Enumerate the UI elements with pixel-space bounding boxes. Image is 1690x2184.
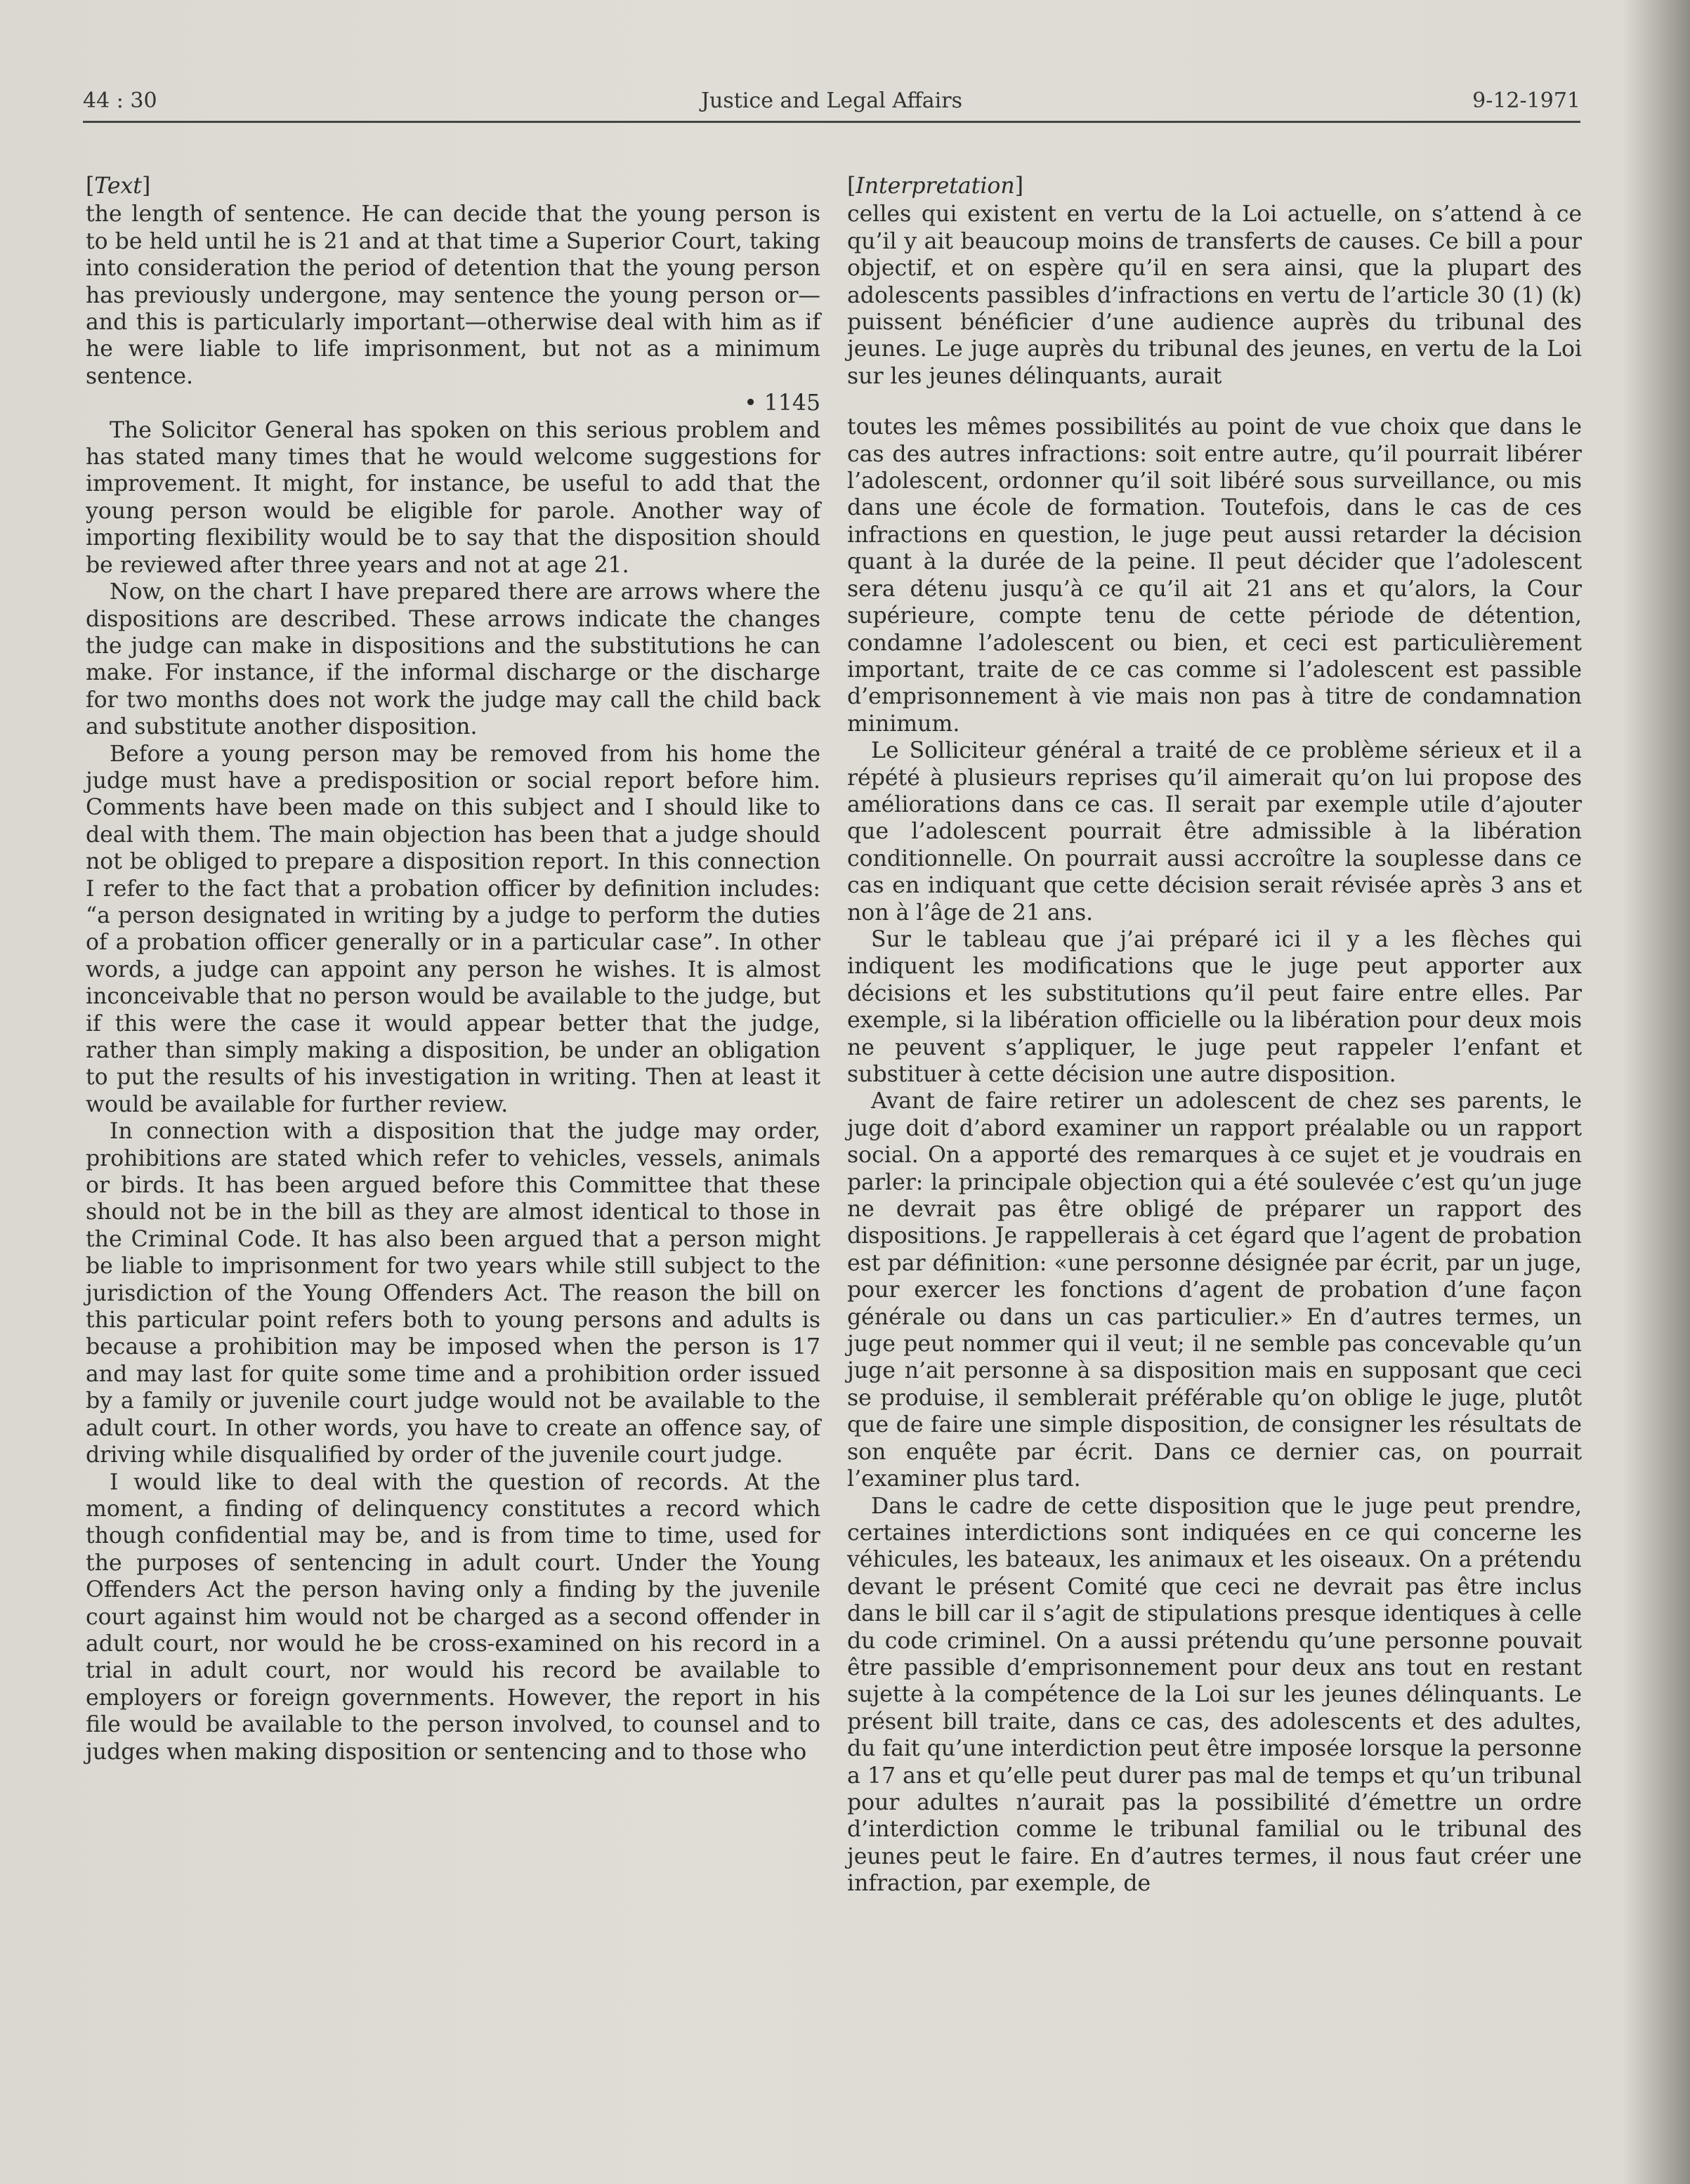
column-label-interpretation: [Interpretation]	[847, 173, 1023, 199]
header-rule	[83, 121, 1580, 123]
french-column	[847, 173, 1582, 1897]
paragraph: Before a young person may be removed from his home the judge must have a predisposition or social report before him. Comments have been made on this subject and I should like to deal with them. The main objection has been that a judge should not be obliged to prepare a disposition report. In this connection I refer to the fact that a probation officer by definition includes: “a person designated in writing by a judge to perform the duties of a probation officer generally or in a particular case”. In other words, a judge can appoint any person he wishes. It is almost inconceivable that no person would be available to the judge, but if this were the case it would appear better that the judge, rather than simply making a disposition, be under an obligation to put the results of his investigation in writing. Then at least it would be available for further review.	[86, 741, 820, 1117]
header-date: 9-12-1971	[1472, 88, 1580, 113]
paragraph: celles qui existent en vertu de la Loi actuelle, on s’attend à ce qu’il y ait beaucoup moins de transferts de causes. Ce bill a pour objectif, et on espère qu’il en sera ainsi, que la plupart des adolescents passibles d’infractions en vertu de l’article 30 (1) (k) puissent bénéficier d’une audience auprès du tribunal des jeunes. Le juge auprès du tribunal des jeunes, en vertu de la Loi sur les jeunes délinquants, aurait	[847, 202, 1582, 389]
paragraph: toutes les mêmes possibilités au point de vue choix que dans le cas des autres infractions: soit entre autre, qu’il pourrait libérer l’adolescent, ordonner qu’il soit libéré sous surveillance, ou mis dans une école de formation. Toutefois, dans le cas de ces infractions en question, le juge peut aussi retarder la décision quant à la durée de la peine. Il peut décider que l’adolescent sera détenu jusqu’à ce qu’il ait 21 ans et qu’alors, la Cour supérieure, compte tenu de cette période de détention, condamne l’adolescent ou bien, et ceci est particulièrement important, traite de ce cas comme si l’adolescent est passible d’emprisonnement à vie mais non pas à titre de condamnation minimum.	[847, 414, 1582, 737]
running-title: Justice and Legal Affairs	[701, 88, 962, 113]
paragraph: the length of sentence. He can decide that the young person is to be held until he is 21 and at that time a Superior Court, taking into consideration the period of detention that the young person has previously undergone, may sentence the young person or—and this is particularly important—otherwise deal with him as if he were liable to life imprisonment, but not as a minimum sentence.	[86, 202, 820, 389]
time-marker: • 1145	[744, 390, 820, 416]
paragraph: Sur le tableau que j’ai préparé ici il y a les flèches qui indiquent les modifications que le juge peut apporter aux décisions et les substitutions qu’il peut faire entre elles. Par exemple, si la libération officielle ou la libération pour deux mois ne peuvent s’appliquer, le juge peut rappeler l’enfant et substituer à cette décision une autre disposition.	[847, 926, 1582, 1087]
spacer	[847, 390, 1582, 414]
paragraph: Now, on the chart I have prepared there are arrows where the dispositions are described. These arrows indicate the changes the judge can make in dispositions and the substitutions he can make. For instance, if the informal discharge or the discharge for two months does not work the judge may call the child back and substitute another disposition.	[86, 579, 820, 740]
page-number: 44 : 30	[83, 88, 157, 113]
paragraph: The Solicitor General has spoken on this serious problem and has stated many times that he would welcome suggestions for improvement. It might, for instance, be useful to add that the young person would be eligible for parole. Another way of importing flexibility would be to say that the disposition should be reviewed after three years and not at age 21.	[86, 417, 820, 578]
paragraph: Avant de faire retirer un adolescent de chez ses parents, le juge doit d’abord examiner un rapport préalable ou un rapport social. On a apporté des remarques à ce sujet et je voudrais en parler: la principale objection qui a été soulevée c’est qu’un juge ne devrait pas être obligé de préparer un rapport des dispositions. Je rappellerais à cet égard que l’agent de probation est par définition: «une personne désignée par écrit, par un juge, pour exercer les fonctions d’agent de probation d’une façon générale ou dans un cas particulier.» En d’autres termes, un juge peut nommer qui il veut; il ne semble pas concevable qu’un juge n’ait personne à sa disposition mais en supposant que ceci se produise, il semblerait préférable qu’on oblige le juge, plutôt que de faire une simple disposition, de consigner les résultats de son enquête par écrit. Dans ce dernier cas, on pourrait l’examiner plus tard.	[847, 1088, 1582, 1492]
english-column	[86, 173, 820, 1765]
paragraph: Dans le cadre de cette disposition que le juge peut prendre, certaines interdictions sont indiquées en ce qui concerne les véhicules, les bateaux, les animaux et les oiseaux. On a prétendu devant le présent Comité que ceci ne devrait pas être inclus dans le bill car il s’agit de stipulations presque identiques à celle du code criminel. On a aussi prétendu qu’une personne pouvait être passible d’emprisonnement pour deux ans tout en restant sujette à la compétence de la Loi sur les jeunes délinquants. Le présent bill traite, dans ce cas, des adolescents et des adultes, du fait qu’une interdiction peut être imposée lorsque la personne a 17 ans et qu’elle peut durer pas mal de temps et qu’un tribunal pour adultes n’aurait pas la possibilité d’émettre un ordre d’interdiction comme le tribunal familial ou le tribunal des jeunes peut le faire. En d’autres termes, il nous faut créer une infraction, par exemple, de	[847, 1493, 1582, 1897]
paragraph: I would like to deal with the question of records. At the moment, a finding of delinquency constitutes a record which though confidential may be, and is from time to time, used for the purposes of sentencing in adult court. Under the Young Offenders Act the person having only a finding by the juvenile court against him would not be charged as a second offender in adult court, nor would he be cross-examined on his record in a trial in adult court, nor would his record be available to employers or foreign governments. However, the report in his file would be available to the person involved, to counsel and to judges when making disposition or sentencing and to those who	[86, 1469, 820, 1765]
column-label-text: [Text]	[86, 173, 151, 199]
paragraph: In connection with a disposition that the judge may order, prohibitions are stated which refer to vehicles, vessels, animals or birds. It has been argued before this Committee that these should not be in the bill as they are almost identical to those in the Criminal Code. It has also been argued that a person might be liable to imprisonment for two years while still subject to the jurisdiction of the Young Offenders Act. The reason the bill on this particular point refers both to young persons and adults is because a prohibition may be imposed when the person is 17 and may last for quite some time and a prohibition order issued by a family or juvenile court judge would not be available to the adult court. In other words, you have to create an offence say, of driving while disqualified by order of the juvenile court judge.	[86, 1119, 820, 1468]
paragraph: Le Solliciteur général a traité de ce problème sérieux et il a répété à plusieurs reprises qu’il aimerait qu’on lui propose des améliorations dans ce cas. Il serait par exemple utile d’ajouter que l’adolescent pourrait être admissible à la libération conditionnelle. On pourrait aussi accroître la souplesse dans ce cas en indiquant que cette décision serait révisée après 3 ans et non à l’âge de 21 ans.	[847, 738, 1582, 926]
page-header	[83, 88, 1580, 124]
